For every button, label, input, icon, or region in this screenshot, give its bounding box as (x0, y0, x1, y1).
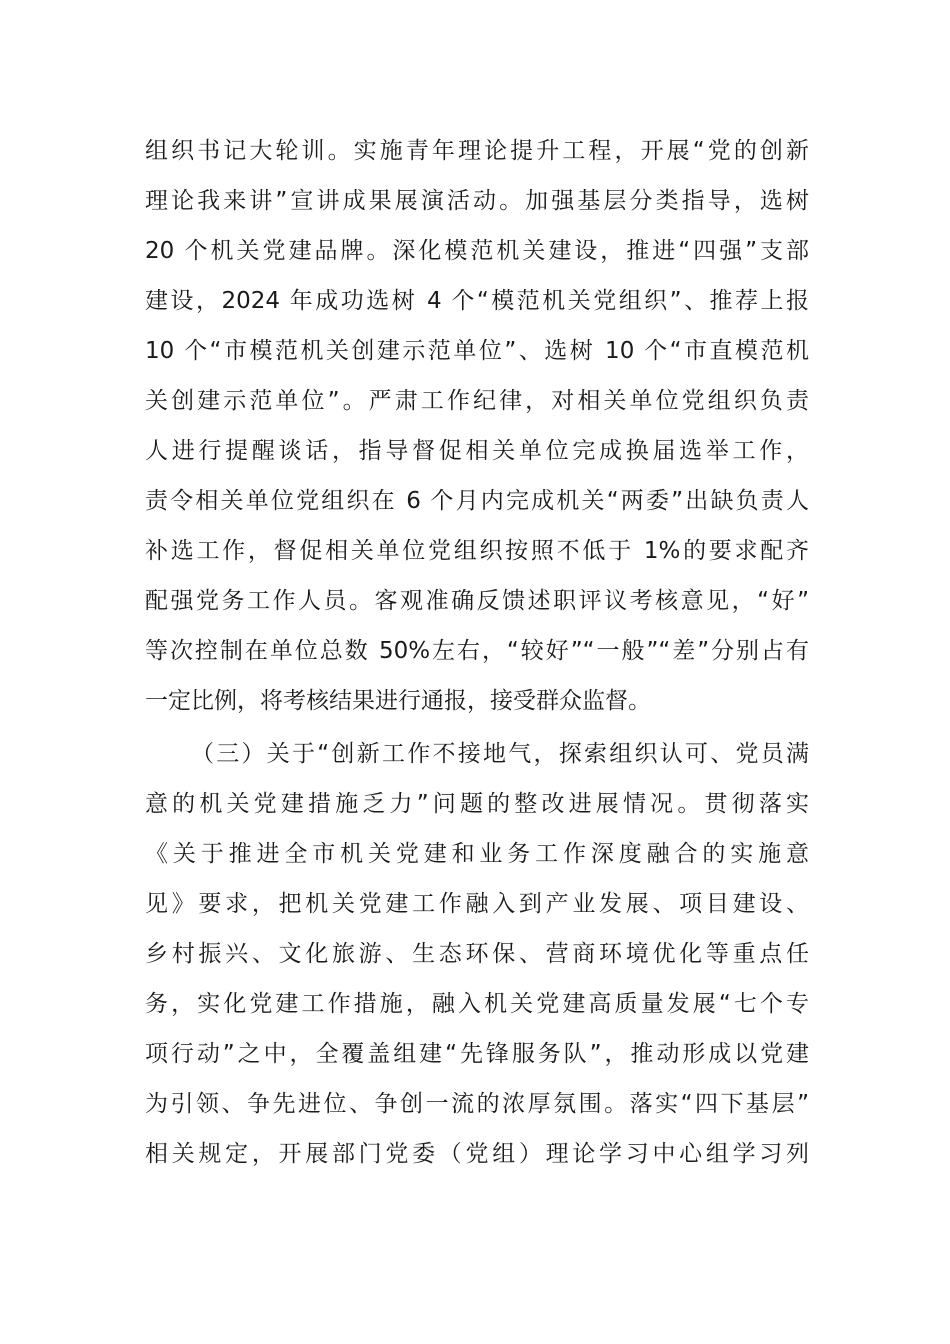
text-line: 配强党务工作人员。客观准确反馈述职评议考核意见，“好” (145, 588, 809, 614)
text-line: 补选工作，督促相关单位党组织按照不低于 1%的要求配齐 (145, 538, 809, 564)
text-line: 责令相关单位党组织在 6 个月内完成机关“两委”出缺负责人 (145, 488, 809, 514)
text-line: 项行动”之中，全覆盖组建“先锋服务队”，推动形成以党建 (145, 1041, 809, 1067)
text-line: 相关规定，开展部门党委（党组）理论学习中心组学习列 (145, 1141, 809, 1167)
text-line: 为引领、争先进位、争创一流的浓厚氛围。落实“四下基层” (145, 1091, 809, 1117)
text-line: 10 个“市模范机关创建示范单位”、选树 10 个“市直模范机 (145, 338, 809, 364)
text-line-section-heading: （三）关于“创新工作不接地气，探索组织认可、党员满 (191, 741, 809, 767)
text-line: 组织书记大轮训。实施青年理论提升工程，开展“党的创新 (145, 138, 809, 164)
text-line: 意的机关党建措施乏力”问题的整改进展情况。贯彻落实 (145, 791, 809, 817)
text-line: 建设，2024 年成功选树 4 个“模范机关党组织”、推荐上报 (145, 288, 809, 314)
paragraph-party-building-training (145, 126, 809, 726)
text-line: 等次控制在单位总数 50%左右，“较好”“一般”“差”分别占有 (145, 638, 809, 664)
text-line: 人进行提醒谈话，指导督促相关单位完成换届选举工作， (145, 438, 809, 464)
text-line: 一定比例，将考核结果进行通报，接受群众监督。 (145, 688, 651, 714)
text-line: 关创建示范单位”。严肃工作纪律，对相关单位党组织负责 (145, 388, 809, 414)
text-line: 理论我来讲”宣讲成果展演活动。加强基层分类指导，选树 (145, 188, 809, 214)
text-line: 见》要求，把机关党建工作融入到产业发展、项目建设、 (145, 891, 809, 917)
text-line: 20 个机关党建品牌。深化模范机关建设，推进“四强”支部 (145, 238, 809, 264)
text-line: 务，实化党建工作措施，融入机关党建高质量发展“七个专 (145, 991, 809, 1017)
text-line: 乡村振兴、文化旅游、生态环保、营商环境优化等重点任 (145, 941, 809, 967)
paragraph-section-three-rectification (145, 729, 809, 1179)
text-line: 《关于推进全市机关党建和业务工作深度融合的实施意 (145, 841, 809, 867)
